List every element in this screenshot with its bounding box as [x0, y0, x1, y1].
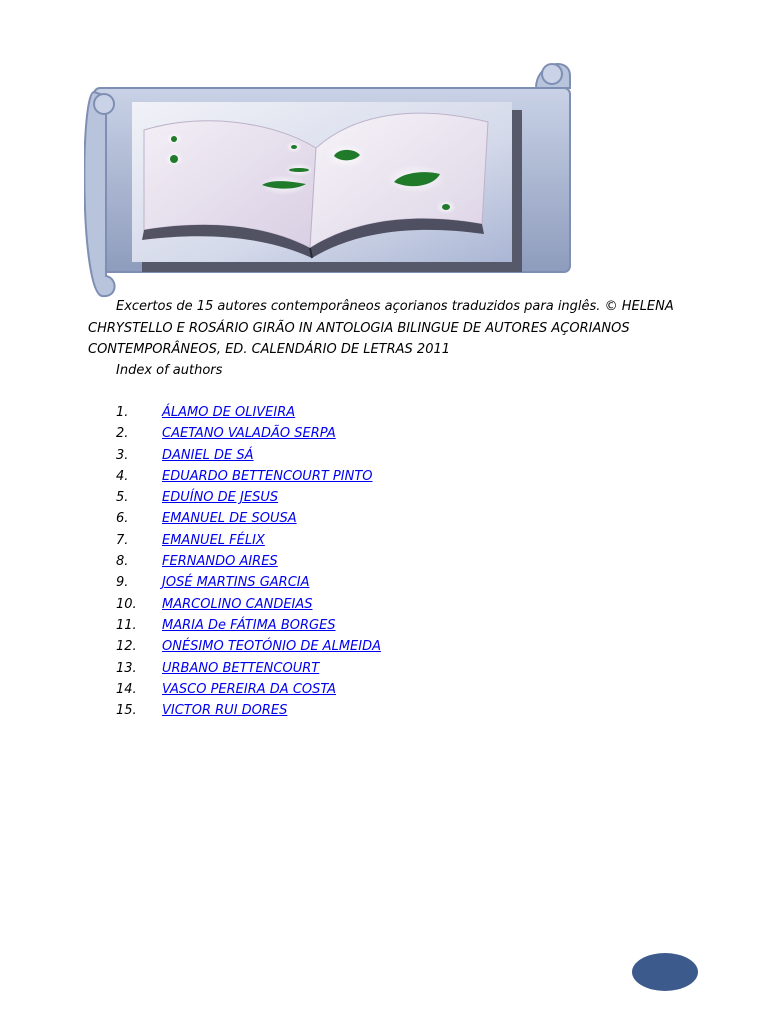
author-link[interactable]: JOSÉ MARTINS GARCIA [162, 575, 310, 591]
list-item [116, 700, 381, 721]
author-link[interactable]: EDUARDO BETTENCOURT PINTO [162, 468, 373, 484]
list-number: 10. [116, 596, 137, 612]
author-link[interactable]: MARIA De FÁTIMA BORGES [162, 617, 336, 633]
intro-paragraph [88, 296, 688, 361]
list-item [116, 423, 381, 444]
author-link[interactable]: EMANUEL FÉLIX [162, 532, 265, 548]
list-number: 2. [116, 426, 129, 442]
list-number: 11. [116, 617, 137, 633]
list-item [116, 679, 381, 700]
list-number: 15. [116, 703, 137, 719]
author-link[interactable]: EDUÍNO DE JESUS [162, 490, 279, 506]
list-number: 12. [116, 639, 137, 655]
author-link[interactable]: ONÉSIMO TEOTÓNIO DE ALMEIDA [162, 639, 381, 655]
list-item [116, 615, 381, 636]
list-item [116, 445, 381, 466]
page-badge [632, 953, 698, 991]
list-item [116, 508, 381, 529]
author-link[interactable]: FERNANDO AIRES [162, 554, 278, 570]
scroll-banner-book-icon [84, 52, 578, 304]
intro-text: Excertos de 15 autores contemporâneos açorianos traduzidos para inglês. © HELENA CHRYSTELLO E ROSÁRIO GIRÃO IN ANTOLOGIA BILINGUE DE AUTORES AÇORIANOS CONTEMPORÂNEOS, ED. CALENDÁRIO DE LETRAS 2011 [88, 299, 674, 357]
list-number: 3. [116, 447, 129, 463]
list-number: 1. [116, 405, 129, 420]
list-number: 9. [116, 575, 129, 591]
list-item [116, 402, 381, 423]
list-item [116, 466, 381, 487]
author-link[interactable]: VICTOR RUI DORES [162, 703, 288, 719]
list-item [116, 636, 381, 657]
author-link[interactable]: MARCOLINO CANDEIAS [162, 596, 313, 612]
list-item [116, 487, 381, 508]
index-heading: Index of authors [116, 363, 223, 378]
author-link[interactable]: EMANUEL DE SOUSA [162, 511, 297, 527]
list-number: 8. [116, 554, 129, 570]
list-item [116, 658, 381, 679]
list-item [116, 551, 381, 572]
author-link[interactable]: DANIEL DE SÁ [162, 447, 254, 463]
list-item [116, 594, 381, 615]
author-link[interactable]: URBANO BETTENCOURT [162, 660, 320, 676]
author-link[interactable]: CAETANO VALADÃO SERPA [162, 426, 336, 442]
list-number: 4. [116, 468, 129, 484]
list-number: 7. [116, 532, 129, 548]
author-index-list [116, 402, 381, 721]
list-item [116, 572, 381, 593]
author-link[interactable]: VASCO PEREIRA DA COSTA [162, 681, 337, 697]
list-number: 13. [116, 660, 137, 676]
list-item [116, 530, 381, 551]
author-link[interactable]: ÁLAMO DE OLIVEIRA [162, 405, 296, 420]
list-number: 5. [116, 490, 129, 506]
list-number: 14. [116, 681, 137, 697]
list-number: 6. [116, 511, 129, 527]
